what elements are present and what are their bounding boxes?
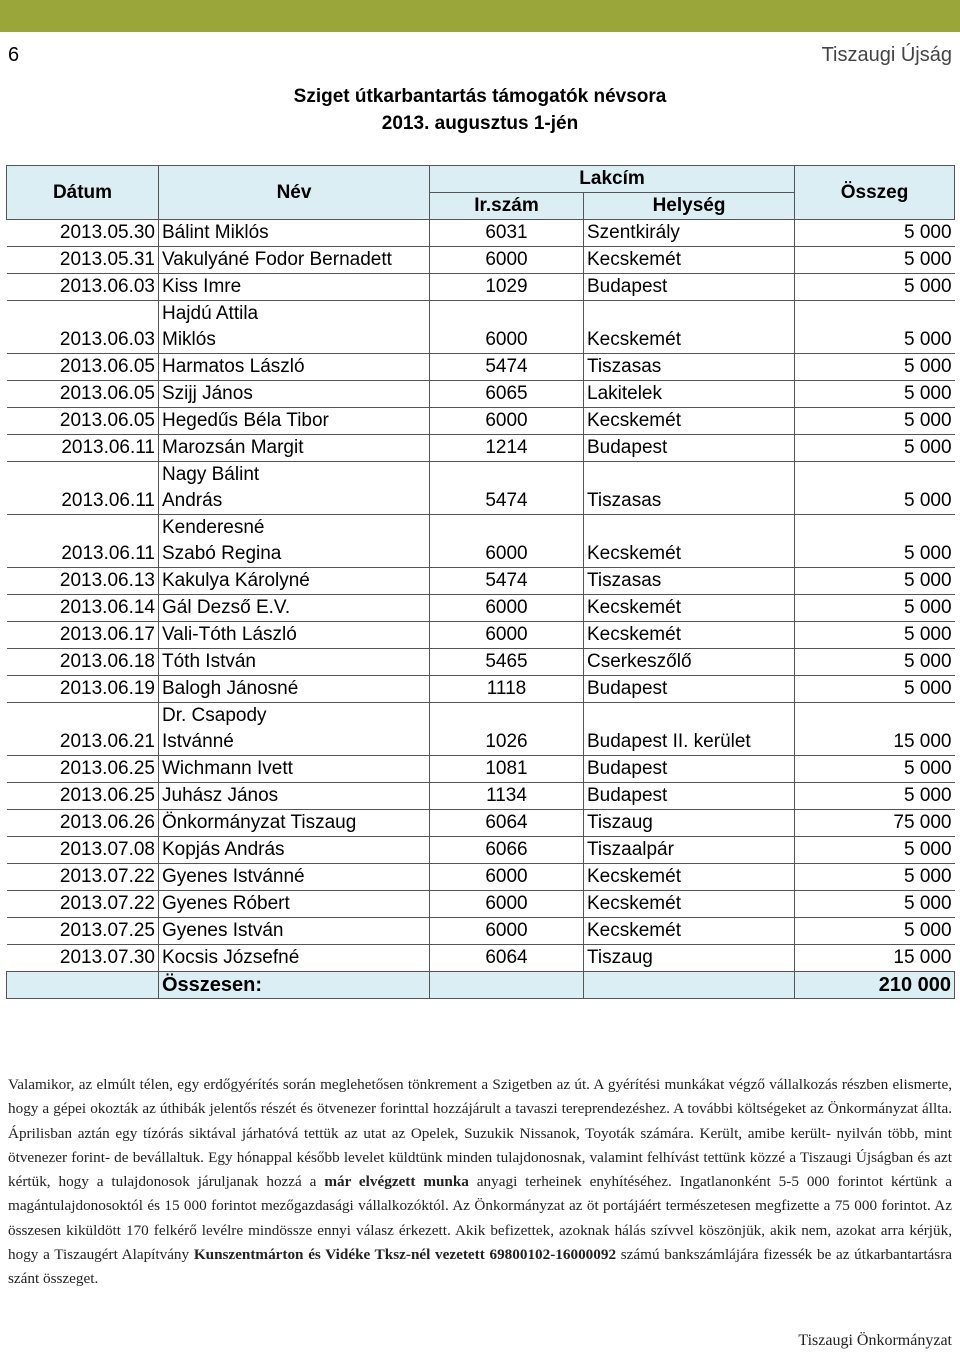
row-name: Gál Dezső E.V. bbox=[159, 595, 430, 622]
row-zip: 6000 bbox=[430, 622, 584, 649]
top-color-bar bbox=[0, 0, 960, 32]
row-date: 2013.05.31 bbox=[7, 247, 159, 274]
row-zip: 1214 bbox=[430, 435, 584, 462]
row-city: Budapest bbox=[584, 435, 795, 462]
supporters-table bbox=[6, 165, 955, 999]
row-date: 2013.06.14 bbox=[7, 595, 159, 622]
row-name-line: András bbox=[162, 490, 223, 511]
row-city: Budapest bbox=[584, 676, 795, 703]
table-row bbox=[7, 595, 955, 622]
row-name: Marozsán Margit bbox=[159, 435, 430, 462]
row-name bbox=[159, 515, 430, 568]
row-name: Kopjás András bbox=[159, 837, 430, 864]
row-amount: 5 000 bbox=[795, 435, 955, 462]
row-name: Kocsis Józsefné bbox=[159, 945, 430, 972]
row-zip: 1026 bbox=[430, 703, 584, 756]
row-zip: 6000 bbox=[430, 595, 584, 622]
row-city: Tiszaug bbox=[584, 945, 795, 972]
row-name-line: Dr. Csapody bbox=[162, 705, 267, 726]
table-row bbox=[7, 918, 955, 945]
row-city: Tiszaalpár bbox=[584, 837, 795, 864]
row-zip: 6064 bbox=[430, 945, 584, 972]
row-city: Kecskemét bbox=[584, 515, 795, 568]
row-date: 2013.06.11 bbox=[7, 462, 159, 515]
row-amount: 5 000 bbox=[795, 301, 955, 354]
table-row bbox=[7, 756, 955, 783]
total-amount: 210 000 bbox=[795, 972, 955, 999]
row-date: 2013.06.19 bbox=[7, 676, 159, 703]
table-row bbox=[7, 703, 955, 756]
row-zip: 6000 bbox=[430, 891, 584, 918]
row-city: Kecskemét bbox=[584, 622, 795, 649]
row-city: Kecskemét bbox=[584, 595, 795, 622]
row-city: Budapest II. kerület bbox=[584, 703, 795, 756]
row-date: 2013.06.17 bbox=[7, 622, 159, 649]
row-zip: 6064 bbox=[430, 810, 584, 837]
row-city: Kecskemét bbox=[584, 247, 795, 274]
row-name: Vali-Tóth László bbox=[159, 622, 430, 649]
row-date: 2013.05.30 bbox=[7, 220, 159, 247]
row-zip: 5465 bbox=[430, 649, 584, 676]
header-city: Helység bbox=[584, 193, 795, 220]
row-name-line: Hajdú Attila bbox=[162, 303, 259, 324]
row-amount: 75 000 bbox=[795, 810, 955, 837]
row-date: 2013.07.22 bbox=[7, 864, 159, 891]
row-amount: 5 000 bbox=[795, 381, 955, 408]
explanatory-note bbox=[8, 1073, 952, 1292]
row-name: Gyenes Istvánné bbox=[159, 864, 430, 891]
row-date: 2013.06.05 bbox=[7, 354, 159, 381]
row-amount: 5 000 bbox=[795, 408, 955, 435]
row-city: Kecskemét bbox=[584, 864, 795, 891]
note-bold-text: már elvégzett munka bbox=[324, 1173, 469, 1191]
row-zip: 6031 bbox=[430, 220, 584, 247]
total-empty-cell bbox=[584, 972, 795, 999]
table-row bbox=[7, 568, 955, 595]
row-zip: 1134 bbox=[430, 783, 584, 810]
table-row bbox=[7, 408, 955, 435]
note-text: számú bankszámlájára fizessék be az útkarbantartásra szánt összeget. bbox=[8, 1246, 952, 1288]
row-name bbox=[159, 462, 430, 515]
row-zip: 5474 bbox=[430, 354, 584, 381]
row-date: 2013.06.03 bbox=[7, 301, 159, 354]
table-row bbox=[7, 515, 955, 568]
row-name bbox=[159, 703, 430, 756]
bank-account-text: Kunszentmárton és Vidéke Tksz-nél vezetett 69800102-16000092 bbox=[193, 1246, 617, 1264]
row-date: 2013.07.08 bbox=[7, 837, 159, 864]
row-amount: 5 000 bbox=[795, 864, 955, 891]
row-name: Önkormányzat Tiszaug bbox=[159, 810, 430, 837]
row-city: Tiszaug bbox=[584, 810, 795, 837]
row-zip: 6000 bbox=[430, 918, 584, 945]
table-row bbox=[7, 945, 955, 972]
row-name: Kiss Imre bbox=[159, 274, 430, 301]
table-row bbox=[7, 247, 955, 274]
row-date: 2013.06.18 bbox=[7, 649, 159, 676]
row-amount: 5 000 bbox=[795, 568, 955, 595]
header-zip: Ir.szám bbox=[430, 193, 584, 220]
table-row bbox=[7, 649, 955, 676]
table-row bbox=[7, 354, 955, 381]
row-name: Gyenes Róbert bbox=[159, 891, 430, 918]
row-zip: 6000 bbox=[430, 408, 584, 435]
row-date: 2013.06.05 bbox=[7, 408, 159, 435]
row-zip: 6066 bbox=[430, 837, 584, 864]
row-date: 2013.06.05 bbox=[7, 381, 159, 408]
row-amount: 5 000 bbox=[795, 622, 955, 649]
row-city: Budapest bbox=[584, 783, 795, 810]
row-name-line: Istvánné bbox=[162, 731, 234, 752]
row-amount: 5 000 bbox=[795, 891, 955, 918]
header-date: Dátum bbox=[7, 166, 159, 220]
row-date: 2013.07.25 bbox=[7, 918, 159, 945]
row-city: Kecskemét bbox=[584, 918, 795, 945]
row-name-line: Szabó Regina bbox=[162, 543, 282, 564]
row-zip: 5474 bbox=[430, 568, 584, 595]
table-row bbox=[7, 891, 955, 918]
row-city: Cserkeszőlő bbox=[584, 649, 795, 676]
row-city: Kecskemét bbox=[584, 891, 795, 918]
row-date: 2013.06.26 bbox=[7, 810, 159, 837]
signature: Tiszaugi Önkormányzat bbox=[798, 1332, 952, 1349]
row-date: 2013.07.30 bbox=[7, 945, 159, 972]
row-city: Budapest bbox=[584, 756, 795, 783]
table-row bbox=[7, 837, 955, 864]
row-city: Tiszasas bbox=[584, 462, 795, 515]
total-empty-cell bbox=[7, 972, 159, 999]
row-zip: 6000 bbox=[430, 515, 584, 568]
row-amount: 5 000 bbox=[795, 918, 955, 945]
note-text: anyagi terheinek enyhítéséhez. Ingatlanonként 5-5 000 forintot kértünk a magántulajdonosoktól és 15 000 forintot mezőgazdasági vállalkozóktól. Az Önkormányzat az öt portájáért természetesen megfizette a 75 000 forintot. Az összesen kiküldött 170 felkérő levélre mindössze ennyi válasz érkezett. Akik befizettek, azoknak hálás szívvel köszönjük, akik nem, azokat arra kérjük, hogy a Tiszaugért Alapítvány bbox=[8, 1173, 952, 1264]
row-date: 2013.06.03 bbox=[7, 274, 159, 301]
row-amount: 5 000 bbox=[795, 649, 955, 676]
row-amount: 5 000 bbox=[795, 515, 955, 568]
row-city: Kecskemét bbox=[584, 408, 795, 435]
row-zip: 6000 bbox=[430, 864, 584, 891]
row-name bbox=[159, 301, 430, 354]
row-date: 2013.06.11 bbox=[7, 515, 159, 568]
row-amount: 5 000 bbox=[795, 783, 955, 810]
page-subtitle: 2013. augusztus 1-jén bbox=[381, 113, 579, 134]
row-amount: 5 000 bbox=[795, 837, 955, 864]
row-amount: 5 000 bbox=[795, 274, 955, 301]
row-zip: 1029 bbox=[430, 274, 584, 301]
table-row bbox=[7, 864, 955, 891]
table-row bbox=[7, 435, 955, 462]
row-city: Tiszasas bbox=[584, 354, 795, 381]
row-name: Wichmann Ivett bbox=[159, 756, 430, 783]
row-city: Kecskemét bbox=[584, 301, 795, 354]
row-date: 2013.06.21 bbox=[7, 703, 159, 756]
row-amount: 5 000 bbox=[795, 354, 955, 381]
row-date: 2013.06.11 bbox=[7, 435, 159, 462]
table-row bbox=[7, 381, 955, 408]
row-zip: 6000 bbox=[430, 301, 584, 354]
row-city: Szentkirály bbox=[584, 220, 795, 247]
table-row bbox=[7, 810, 955, 837]
total-empty-cell bbox=[430, 972, 584, 999]
row-zip: 6065 bbox=[430, 381, 584, 408]
row-amount: 5 000 bbox=[795, 756, 955, 783]
row-zip: 1118 bbox=[430, 676, 584, 703]
row-name: Szijj János bbox=[159, 381, 430, 408]
table-row bbox=[7, 462, 955, 515]
row-name: Bálint Miklós bbox=[159, 220, 430, 247]
header-amount: Összeg bbox=[795, 166, 955, 220]
table-row bbox=[7, 274, 955, 301]
row-name: Vakulyáné Fodor Bernadett bbox=[159, 247, 430, 274]
page-title: Sziget útkarbantartás támogatók névsora bbox=[293, 86, 667, 107]
row-date: 2013.07.22 bbox=[7, 891, 159, 918]
row-name: Gyenes István bbox=[159, 918, 430, 945]
row-date: 2013.06.25 bbox=[7, 756, 159, 783]
table-row bbox=[7, 220, 955, 247]
table-row bbox=[7, 676, 955, 703]
row-name: Harmatos László bbox=[159, 354, 430, 381]
row-date: 2013.06.25 bbox=[7, 783, 159, 810]
row-name: Kakulya Károlyné bbox=[159, 568, 430, 595]
row-city: Tiszasas bbox=[584, 568, 795, 595]
journal-name: Tiszaugi Újság bbox=[821, 44, 952, 66]
row-amount: 5 000 bbox=[795, 462, 955, 515]
row-amount: 5 000 bbox=[795, 595, 955, 622]
row-amount: 5 000 bbox=[795, 676, 955, 703]
row-date: 2013.06.13 bbox=[7, 568, 159, 595]
table-row bbox=[7, 622, 955, 649]
row-name: Tóth István bbox=[159, 649, 430, 676]
page-number: 6 bbox=[8, 44, 20, 66]
row-amount: 15 000 bbox=[795, 945, 955, 972]
table-row bbox=[7, 301, 955, 354]
row-zip: 1081 bbox=[430, 756, 584, 783]
table-row bbox=[7, 783, 955, 810]
row-city: Lakitelek bbox=[584, 381, 795, 408]
header-name: Név bbox=[159, 166, 430, 220]
row-amount: 5 000 bbox=[795, 220, 955, 247]
row-name: Balogh Jánosné bbox=[159, 676, 430, 703]
row-amount: 5 000 bbox=[795, 247, 955, 274]
row-name: Juhász János bbox=[159, 783, 430, 810]
total-row bbox=[7, 972, 955, 999]
header-address: Lakcím bbox=[430, 166, 795, 193]
row-name-line: Miklós bbox=[162, 329, 216, 350]
row-name-line: Nagy Bálint bbox=[162, 464, 260, 485]
row-city: Budapest bbox=[584, 274, 795, 301]
row-name: Hegedűs Béla Tibor bbox=[159, 408, 430, 435]
row-name-line: Kenderesné bbox=[162, 517, 265, 538]
total-label: Összesen: bbox=[159, 972, 430, 999]
row-zip: 6000 bbox=[430, 247, 584, 274]
row-amount: 15 000 bbox=[795, 703, 955, 756]
row-zip: 5474 bbox=[430, 462, 584, 515]
note-text: Valamikor, az elmúlt télen, egy erdőgyérítés során meglehetősen tönkrement a Szigetben az út. A gyérítési munkákat végző vállalkozás részben elismerte, hogy a gépei okozták az úthibák jelentős részét és ötvenezer forinttal hozzájárult a tavaszi tereprendezéshez. A további költségeket az Önkormányzat állta. Áprilisban aztán egy tízórás siktával járhatóvá tettük az utat az Opelek, Suzukik Nissanok, Toyoták számára. Került, amibe került- nyilván több, mint ötvenezer forint- de bevállaltuk. Egy hónappal később levelet küldtünk minden tulajdonosnak, valamint felhívást tettünk közzé a Tiszaugi Újságban és azt kértük, hogy a tulajdonosok járuljanak hozzá a bbox=[8, 1076, 952, 1191]
